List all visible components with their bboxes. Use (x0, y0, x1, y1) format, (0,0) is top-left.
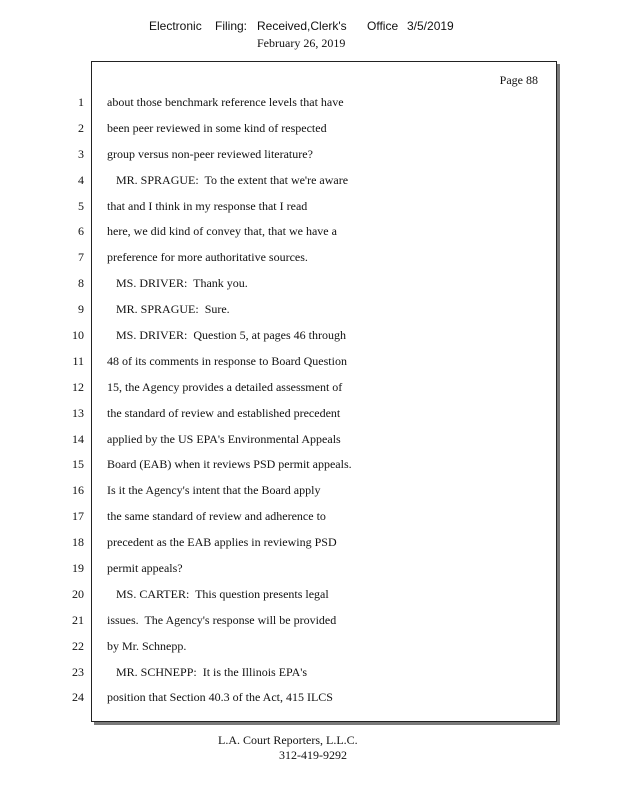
stamp-office: Office (367, 19, 399, 33)
transcript-line: permit appeals? (107, 561, 183, 576)
transcript-line: preference for more authoritative sources. (107, 250, 308, 265)
transcript-line: MR. SPRAGUE: Sure. (107, 302, 230, 317)
line-number: 19 (72, 561, 84, 576)
line-number: 4 (78, 172, 84, 187)
transcript-line: that and I think in my response that I read (107, 198, 308, 213)
line-number: 15 (72, 457, 84, 472)
transcript-line: by Mr. Schnepp. (107, 638, 187, 653)
transcript-text (107, 95, 407, 716)
line-number: 9 (78, 302, 84, 317)
transcript-line: 48 of its comments in response to Board Question (107, 353, 347, 368)
transcript-line: Is it the Agency's intent that the Board apply (107, 483, 321, 498)
line-number-column (44, 95, 84, 716)
line-number: 1 (78, 95, 84, 109)
stamp-filing: Filing: (215, 19, 248, 33)
line-number: 17 (72, 509, 84, 524)
transcript-line: MR. SPRAGUE: To the extent that we're aware (107, 172, 349, 187)
transcript-line: the standard of review and established precedent (107, 405, 341, 420)
transcript-line: issues. The Agency's response will be provided (107, 612, 337, 627)
line-number: 20 (72, 586, 84, 601)
line-number: 3 (78, 146, 84, 161)
line-number: 13 (72, 405, 84, 420)
court-reporter-name: L.A. Court Reporters, L.L.C. (218, 733, 358, 747)
line-number: 18 (72, 535, 84, 550)
transcript-line: MR. SCHNEPP: It is the Illinois EPA's (107, 664, 308, 679)
line-number: 11 (72, 353, 84, 368)
transcript-line: 15, the Agency provides a detailed assessment of (107, 379, 343, 394)
line-number: 24 (72, 690, 84, 705)
transcript-line: applied by the US EPA's Environmental Appeals (107, 431, 341, 446)
line-number: 8 (78, 276, 84, 291)
transcript-line: position that Section 40.3 of the Act, 415 ILCS (107, 690, 333, 705)
stamp-date: 3/5/2019 (407, 19, 454, 33)
transcript-line: MS. CARTER: This question presents legal (107, 586, 329, 601)
transcript-line: MS. DRIVER: Thank you. (107, 276, 248, 291)
court-reporter-phone: 312-419-9292 (279, 748, 347, 762)
line-number: 21 (72, 612, 84, 627)
page-number: Page 88 (499, 73, 538, 87)
line-number: 22 (72, 638, 84, 653)
transcript-line: the same standard of review and adherence to (107, 509, 326, 524)
hearing-date: February 26, 2019 (257, 36, 346, 50)
line-number: 23 (72, 664, 84, 679)
transcript-line: Board (EAB) when it reviews PSD permit appeals. (107, 457, 352, 472)
line-number: 6 (78, 224, 84, 239)
transcript-line: about those benchmark reference levels that have (107, 95, 344, 109)
line-number: 14 (72, 431, 84, 446)
transcript-line: been peer reviewed in some kind of respected (107, 120, 327, 135)
line-number: 5 (78, 198, 84, 213)
line-number: 12 (72, 379, 84, 394)
line-number: 10 (72, 328, 84, 343)
line-number: 2 (78, 120, 84, 135)
stamp-electronic: Electronic (149, 19, 202, 33)
transcript-line: MS. DRIVER: Question 5, at pages 46 through (107, 328, 346, 343)
transcript-line: precedent as the EAB applies in reviewing PSD (107, 535, 337, 550)
transcript-line: here, we did kind of convey that, that we have a (107, 224, 337, 239)
transcript-line: group versus non-peer reviewed literature? (107, 146, 313, 161)
line-number: 16 (72, 483, 84, 498)
line-number: 7 (78, 250, 84, 265)
stamp-received-clerks: Received,Clerk's (257, 19, 347, 33)
